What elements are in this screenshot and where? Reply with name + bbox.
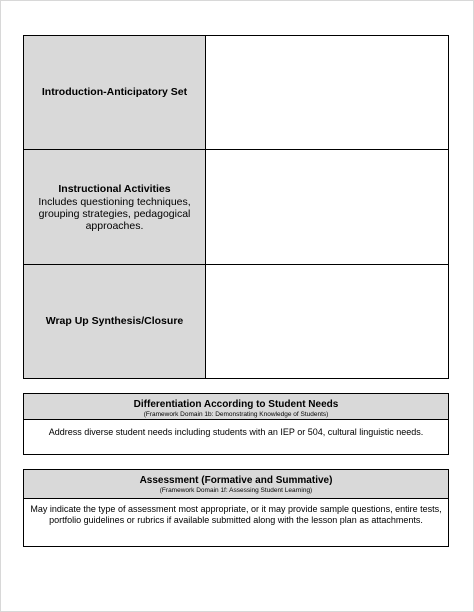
lesson-plan-table <box>23 35 449 379</box>
row-description: Includes questioning techniques, grouping strategies, pedagogical approaches. <box>38 195 191 232</box>
assessment-title: Assessment (Formative and Summative) <box>139 475 333 486</box>
row-title: Wrap Up Synthesis/Closure <box>45 315 184 327</box>
row-label-wrap-up <box>24 265 206 378</box>
row-title: Introduction-Anticipatory Set <box>41 86 188 98</box>
row-label-introduction <box>24 36 206 150</box>
row-entry-instructional-activities[interactable] <box>206 150 448 265</box>
row-label-instructional-activities <box>24 150 206 265</box>
assessment-section <box>23 469 449 547</box>
assessment-body[interactable]: May indicate the type of assessment most appropriate, or it may provide sample questions, entire tests, portfolio guidelines or rubrics if available submitted along with the lesson plan as attachments. <box>30 504 442 525</box>
row-entry-introduction[interactable] <box>206 36 448 150</box>
row-title: Instructional Activities <box>58 182 171 195</box>
assessment-header <box>24 470 448 499</box>
differentiation-subtitle: (Framework Domain 1b: Demonstrating Knowledge of Students) <box>143 411 329 418</box>
differentiation-section <box>23 393 449 455</box>
assessment-subtitle: (Framework Domain 1f: Assessing Student Learning) <box>159 487 313 494</box>
differentiation-header <box>24 394 448 420</box>
differentiation-title: Differentiation According to Student Needs <box>133 399 339 410</box>
differentiation-body[interactable]: Address diverse student needs including students with an IEP or 504, cultural linguistic needs. <box>48 427 424 437</box>
row-entry-wrap-up[interactable] <box>206 265 448 378</box>
